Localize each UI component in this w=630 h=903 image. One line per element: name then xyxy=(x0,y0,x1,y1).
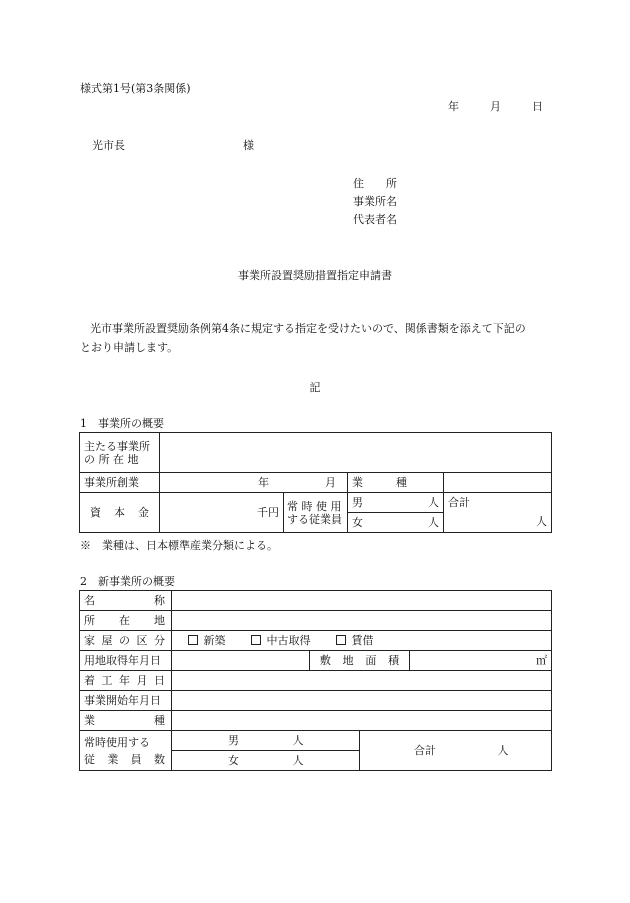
section1-table xyxy=(79,432,552,533)
construction-start-field[interactable] xyxy=(172,671,552,691)
addressee: 光市長 xyxy=(92,139,125,152)
name-field[interactable] xyxy=(172,591,552,611)
option-used-label: 中古取得 xyxy=(266,634,311,647)
construction-char-2: 工 xyxy=(101,674,113,687)
industry2-char-1: 業 xyxy=(84,714,95,727)
male2-label: 男 xyxy=(228,734,239,747)
checkbox-icon[interactable] xyxy=(251,635,261,645)
option-lease[interactable] xyxy=(336,634,374,647)
name-char-1: 名 xyxy=(84,594,95,607)
location-label xyxy=(80,611,172,631)
industry-field[interactable] xyxy=(444,473,552,493)
site-area-char-4: 積 xyxy=(388,654,400,667)
capital-char-3: 金 xyxy=(138,506,149,519)
founded-month: 月 xyxy=(325,476,336,489)
main-location-label xyxy=(80,433,160,473)
founded-field[interactable] xyxy=(160,473,348,493)
male-employees-field[interactable] xyxy=(348,493,444,513)
employee-count-label-1: 常時使用する xyxy=(84,735,150,749)
capital-label xyxy=(80,493,160,533)
land-date-label: 用地取得年月日 xyxy=(80,651,172,671)
form-number: 様式第1号(第3条関係) xyxy=(80,82,191,95)
industry2-char-2: 種 xyxy=(154,714,165,727)
total-employees-field[interactable] xyxy=(444,493,552,533)
male2-unit: 人 xyxy=(292,734,304,747)
area-unit: ㎡ xyxy=(536,654,547,667)
construction-start-label xyxy=(80,671,172,691)
option-lease-label: 賃借 xyxy=(351,634,374,647)
location-field[interactable] xyxy=(172,611,552,631)
main-location-label-1: 主たる事業所 xyxy=(84,439,150,453)
section1-heading: 1 事業所の概要 xyxy=(80,417,164,430)
date-day: 日 xyxy=(532,100,543,113)
employee-count-char-4: 数 xyxy=(153,752,165,766)
option-new-build-label: 新築 xyxy=(203,634,226,647)
industry2-label xyxy=(80,711,172,731)
site-area-char-2: 地 xyxy=(342,654,354,667)
business-start-label: 事業開始年月日 xyxy=(80,691,172,711)
name-label xyxy=(80,591,172,611)
female-label: 女 xyxy=(352,516,363,529)
building-char-1: 家 xyxy=(84,634,95,647)
date-year: 年 xyxy=(448,100,459,113)
applicant-office-label: 事業所名 xyxy=(353,195,397,208)
capital-field[interactable] xyxy=(160,493,284,533)
body-line-1: 光市事業所設置奨励条例第4条に規定する指定を受けたいので、関係書類を添えて下記の xyxy=(90,322,526,335)
building-options xyxy=(172,631,552,651)
checkbox-icon[interactable] xyxy=(336,635,346,645)
document-title: 事業所設置奨励措置指定申請書 xyxy=(238,269,392,282)
female-unit: 人 xyxy=(428,516,439,529)
applicant-address-label: 住 所 xyxy=(353,177,397,190)
total-count-field[interactable] xyxy=(360,731,552,771)
capital-unit: 千円 xyxy=(257,506,279,519)
female-employees-field[interactable] xyxy=(348,513,444,533)
founded-year: 年 xyxy=(258,476,269,489)
location-char-3: 地 xyxy=(154,614,165,627)
total-unit: 人 xyxy=(536,515,548,528)
building-char-4: 区 xyxy=(136,634,148,647)
industry-label: 業 種 xyxy=(348,473,444,493)
applicant-rep-label: 代表者名 xyxy=(353,213,397,226)
construction-char-3: 年 xyxy=(119,674,130,687)
building-char-2: 屋 xyxy=(101,634,113,647)
capital-char-1: 資 xyxy=(90,506,101,519)
employee-count-label xyxy=(80,731,172,771)
employee-count-char-3: 員 xyxy=(130,752,142,766)
section2-table xyxy=(79,590,552,771)
building-char-3: の xyxy=(119,634,130,647)
building-char-5: 分 xyxy=(154,634,165,647)
location-char-1: 所 xyxy=(84,614,95,627)
main-location-label-2: の 所 在 地 xyxy=(84,452,139,466)
female2-unit: 人 xyxy=(292,754,304,767)
location-char-2: 在 xyxy=(119,614,130,627)
business-start-field[interactable] xyxy=(172,691,552,711)
land-date-field[interactable] xyxy=(172,651,310,671)
date-month: 月 xyxy=(490,100,501,113)
site-area-label xyxy=(310,651,410,671)
option-new-build[interactable] xyxy=(188,634,226,647)
employee-count-char-2: 業 xyxy=(107,752,119,766)
site-area-char-1: 敷 xyxy=(319,654,331,667)
female2-label: 女 xyxy=(228,754,239,767)
construction-char-1: 着 xyxy=(84,674,95,687)
body-line-2: とおり申請します。 xyxy=(80,341,179,354)
site-area-char-3: 面 xyxy=(365,654,377,667)
ki-mark: 記 xyxy=(309,381,321,394)
female-count-field[interactable] xyxy=(172,751,360,771)
employees-label xyxy=(284,493,348,533)
honorific: 様 xyxy=(243,139,254,152)
employees-label-2: する従業員 xyxy=(287,512,342,526)
building-label xyxy=(80,631,172,651)
employee-count-char-1: 従 xyxy=(84,752,95,766)
main-location-field[interactable] xyxy=(160,433,552,473)
date-line xyxy=(448,100,543,114)
section2-heading: 2 新事業所の概要 xyxy=(80,575,175,588)
construction-char-4: 月 xyxy=(136,674,148,687)
male-label: 男 xyxy=(352,496,363,509)
capital-char-2: 本 xyxy=(114,506,125,519)
male-count-field[interactable] xyxy=(172,731,360,751)
total2-unit: 人 xyxy=(497,744,509,757)
employees-label-1: 常 時 使 用 xyxy=(287,499,342,513)
checkbox-icon[interactable] xyxy=(188,635,198,645)
total-label: 合計 xyxy=(448,496,470,509)
site-area-field[interactable] xyxy=(410,651,552,671)
industry2-field[interactable] xyxy=(172,711,552,731)
founded-label: 事業所創業 xyxy=(80,473,160,493)
option-used[interactable] xyxy=(251,634,311,647)
construction-char-5: 日 xyxy=(154,674,165,687)
industry-note: ※ 業種は、日本標準産業分類による。 xyxy=(80,539,278,552)
name-char-2: 称 xyxy=(154,594,165,607)
male-unit: 人 xyxy=(428,496,439,509)
total2-label: 合計 xyxy=(414,744,436,757)
